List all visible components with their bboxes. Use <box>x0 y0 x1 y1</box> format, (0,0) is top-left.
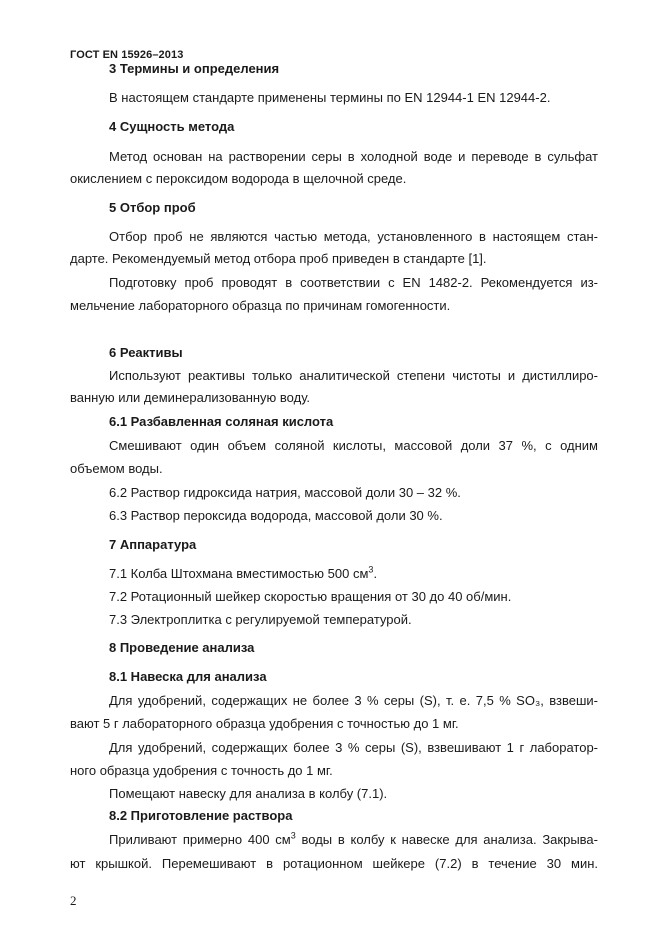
section-8-2-line-1-a: Приливают примерно 400 см <box>109 832 291 847</box>
section-3-title: 3 Термины и определения <box>109 61 280 76</box>
section-7-1-text: 7.1 Колба Штохмана вместимостью 500 см <box>109 566 369 581</box>
section-8-2-title: 8.2 Приготовление раствора <box>109 808 293 823</box>
section-5-line-4: мельчение лабораторного образца по причинам гомогенности. <box>70 298 451 313</box>
section-8-1-line-1: Для удобрений, содержащих не более 3 % серы (S), т. е. 7,5 % SO₃, взвеши- <box>109 693 598 708</box>
section-5-title: 5 Отбор проб <box>109 200 196 215</box>
section-8-1-title: 8.1 Навеска для анализа <box>109 669 267 684</box>
section-7-1-end: . <box>373 566 378 581</box>
section-5-line-1: Отбор проб не являются частью метода, установленного в настоящем стан- <box>109 229 598 244</box>
section-8-1-line-3: Для удобрений, содержащих более 3 % серы (S), взвешивают 1 г лаборатор- <box>109 740 598 755</box>
section-7-2: 7.2 Ротационный шейкер скоростью вращения от 30 до 40 об/мин. <box>109 589 512 604</box>
section-6-3: 6.3 Раствор пероксида водорода, массовой доли 30 %. <box>109 508 443 523</box>
section-7-1 <box>109 566 377 582</box>
section-6-1-line-2: объемом воды. <box>70 461 163 476</box>
section-4-line-1: Метод основан на растворении серы в холодной воде и переводе в сульфат <box>109 149 598 164</box>
section-6-2: 6.2 Раствор гидроксида натрия, массовой доли 30 – 32 %. <box>109 485 461 500</box>
section-7-1-sup: 3 <box>368 564 374 575</box>
section-8-1-line-4: ного образца удобрения с точность до 1 мг. <box>70 763 333 778</box>
section-8-title: 8 Проведение анализа <box>109 640 255 655</box>
section-5-line-2: дарте. Рекомендуемый метод отбора проб приведен в стандарте [1]. <box>70 251 487 266</box>
document-header: ГОСТ EN 15926–2013 <box>70 49 184 61</box>
section-8-1-line-5: Помещают навеску для анализа в колбу (7.1). <box>109 786 388 801</box>
section-4-title: 4 Сущность метода <box>109 119 235 134</box>
section-4-line-2: окислением с пероксидом водорода в щелочной среде. <box>70 171 407 186</box>
section-8-2-line-2: ют крышкой. Перемешивают в ротационном шейкере (7.2) в течение 30 мин. <box>70 856 598 871</box>
section-3-text: В настоящем стандарте применены термины по EN 12944-1 EN 12944-2. <box>109 90 551 105</box>
section-8-2-line-1 <box>109 832 598 848</box>
section-7-3: 7.3 Электроплитка с регулируемой температурой. <box>109 612 412 627</box>
section-8-2-line-1-b: воды в колбу к навеске для анализа. Закрыва- <box>295 832 598 847</box>
section-6-line-1: Используют реактивы только аналитической степени чистоты и дистиллиро- <box>109 368 598 383</box>
section-5-line-3: Подготовку проб проводят в соответствии с EN 1482-2. Рекомендуется из- <box>109 275 598 290</box>
section-8-2-line-1-sup: 3 <box>290 830 296 841</box>
section-6-1-title: 6.1 Разбавленная соляная кислота <box>109 414 334 429</box>
section-6-title: 6 Реактивы <box>109 345 183 360</box>
section-7-title: 7 Аппаратура <box>109 537 197 552</box>
section-6-1-line-1: Смешивают один объем соляной кислоты, массовой доли 37 %, с одним <box>109 438 598 453</box>
page-number: 2 <box>70 893 77 908</box>
section-6-line-2: ванную или деминерализованную воду. <box>70 390 311 405</box>
section-8-1-line-2: вают 5 г лабораторного образца удобрения с точностью до 1 мг. <box>70 716 459 731</box>
